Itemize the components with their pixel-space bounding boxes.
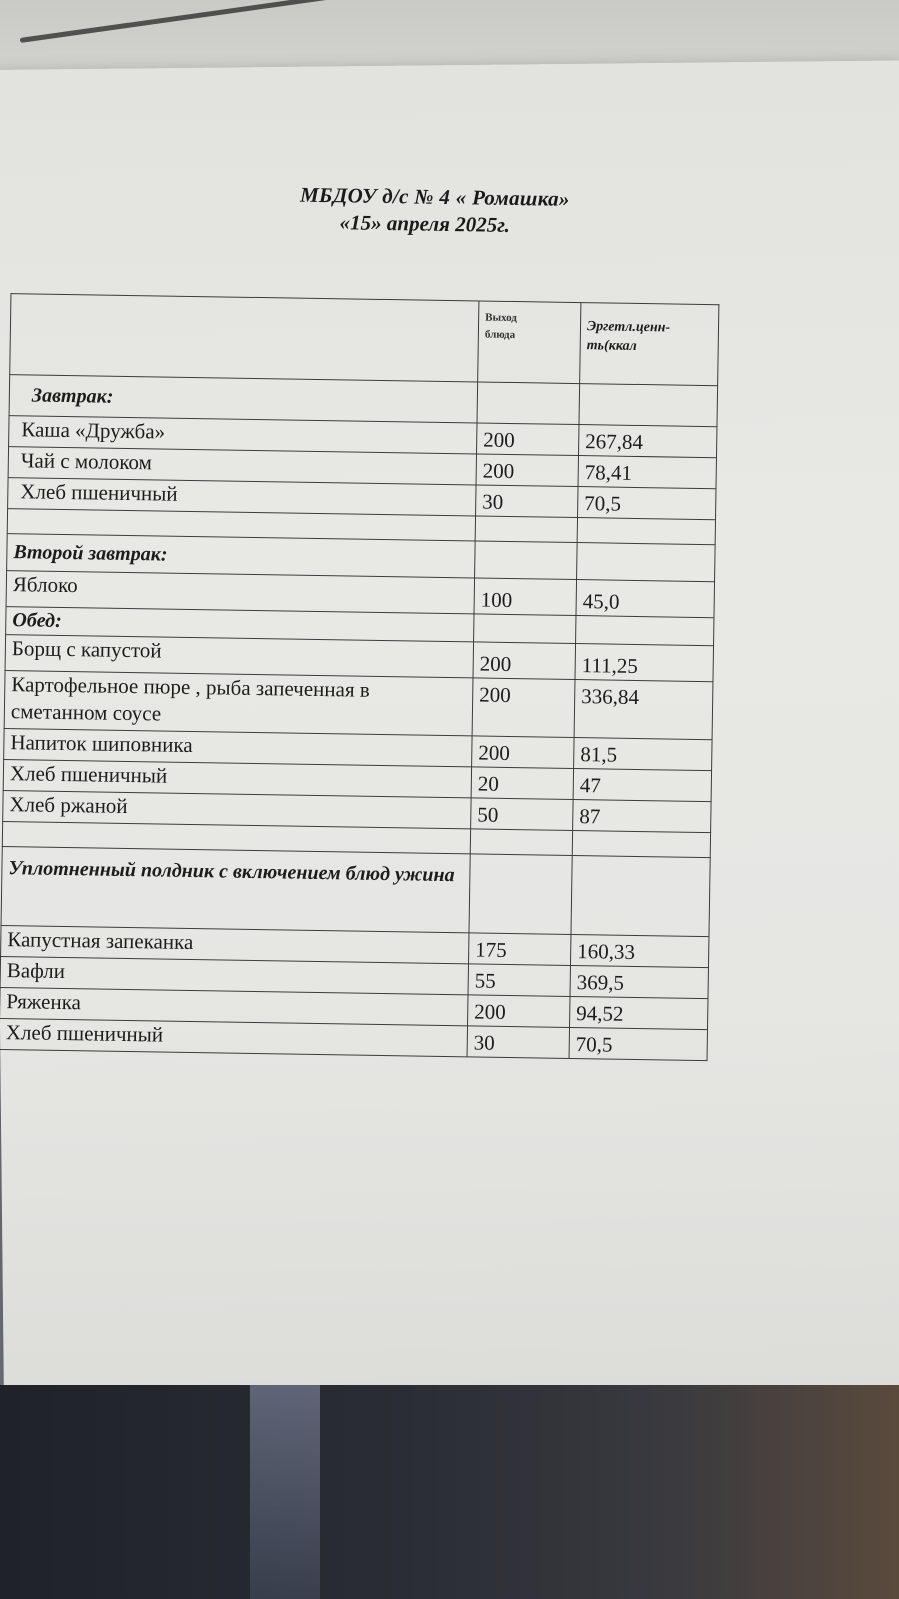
item-name: Борщ с капустой	[5, 635, 474, 678]
item-name: Ряженка	[0, 988, 468, 1026]
item-output: 200	[472, 736, 574, 769]
header-name-cell	[10, 294, 479, 382]
item-energy: 336,84	[574, 680, 713, 740]
empty-cell	[577, 543, 716, 582]
item-energy: 267,84	[579, 425, 717, 458]
item-energy: 87	[573, 800, 711, 833]
item-output: 200	[476, 454, 578, 487]
item-output: 30	[467, 1026, 569, 1059]
menu-date: «15» апреля 2025г.	[339, 210, 511, 237]
empty-cell	[571, 856, 710, 937]
item-name: Яблоко	[6, 571, 475, 614]
item-name: Хлеб пшеничный	[3, 760, 471, 798]
item-name: Хлеб пшеничный	[0, 1019, 468, 1057]
item-energy: 47	[573, 769, 711, 802]
institution-title: МБДОУ д/с № 4 « Ромашка»	[299, 182, 570, 211]
item-output: 200	[477, 423, 579, 456]
item-output: 55	[468, 964, 570, 997]
item-name: Хлеб ржаной	[3, 791, 471, 829]
item-energy: 111,25	[575, 644, 714, 682]
header-output-line1: Выход	[485, 311, 518, 325]
item-output: 50	[471, 798, 573, 831]
header-energy-line2: ть(ккал	[586, 338, 637, 354]
empty-cell	[474, 614, 576, 644]
item-name: Каша «Дружба»	[9, 416, 477, 454]
empty-cell	[579, 384, 718, 427]
item-energy: 94,52	[570, 996, 708, 1029]
item-energy: 70,5	[578, 487, 716, 520]
item-name: Хлеб пшеничный	[8, 478, 476, 516]
item-name: Вафли	[0, 957, 468, 995]
header-energy-line1: Эргетл.ценн-	[586, 319, 671, 336]
item-energy: 369,5	[570, 965, 708, 998]
item-energy: 78,41	[578, 456, 716, 489]
item-output: 200	[472, 678, 575, 738]
empty-cell	[470, 829, 572, 856]
item-output: 175	[469, 933, 571, 966]
header-output-cell	[478, 301, 581, 384]
item-energy: 160,33	[570, 934, 708, 967]
item-energy: 70,5	[569, 1027, 707, 1060]
empty-cell	[576, 616, 714, 646]
item-output: 20	[471, 767, 573, 800]
empty-cell	[475, 541, 578, 580]
empty-cell	[572, 831, 710, 858]
section-title: Уплотненный полдник с включением блюд ужина	[1, 847, 470, 933]
empty-cell	[577, 518, 715, 545]
floor-light-reflection	[250, 1385, 320, 1599]
item-name: Картофельное пюре , рыба запеченная в сметанном соусе	[4, 671, 473, 736]
empty-cell	[477, 382, 580, 425]
item-output: 200	[473, 642, 576, 680]
section-title: Завтрак:	[9, 375, 478, 423]
menu-table	[0, 293, 719, 1061]
section-title: Обед:	[6, 607, 474, 642]
item-name: Капустная запеканка	[1, 926, 469, 964]
header-energy-cell	[580, 303, 719, 386]
item-energy: 45,0	[576, 580, 715, 618]
header-output-line2: блюда	[484, 328, 516, 342]
item-name: Напиток шиповника	[4, 729, 472, 767]
item-output: 30	[476, 485, 578, 518]
section-row	[1, 847, 710, 937]
item-output: 100	[474, 578, 577, 616]
table-header-row	[10, 294, 719, 386]
empty-cell	[469, 854, 572, 935]
floor-background	[0, 1385, 899, 1599]
section-title: Второй завтрак:	[7, 534, 476, 578]
item-energy: 81,5	[574, 738, 712, 771]
empty-cell	[475, 516, 577, 543]
item-name: Чай с молоком	[8, 447, 476, 485]
item-output: 200	[468, 995, 570, 1028]
